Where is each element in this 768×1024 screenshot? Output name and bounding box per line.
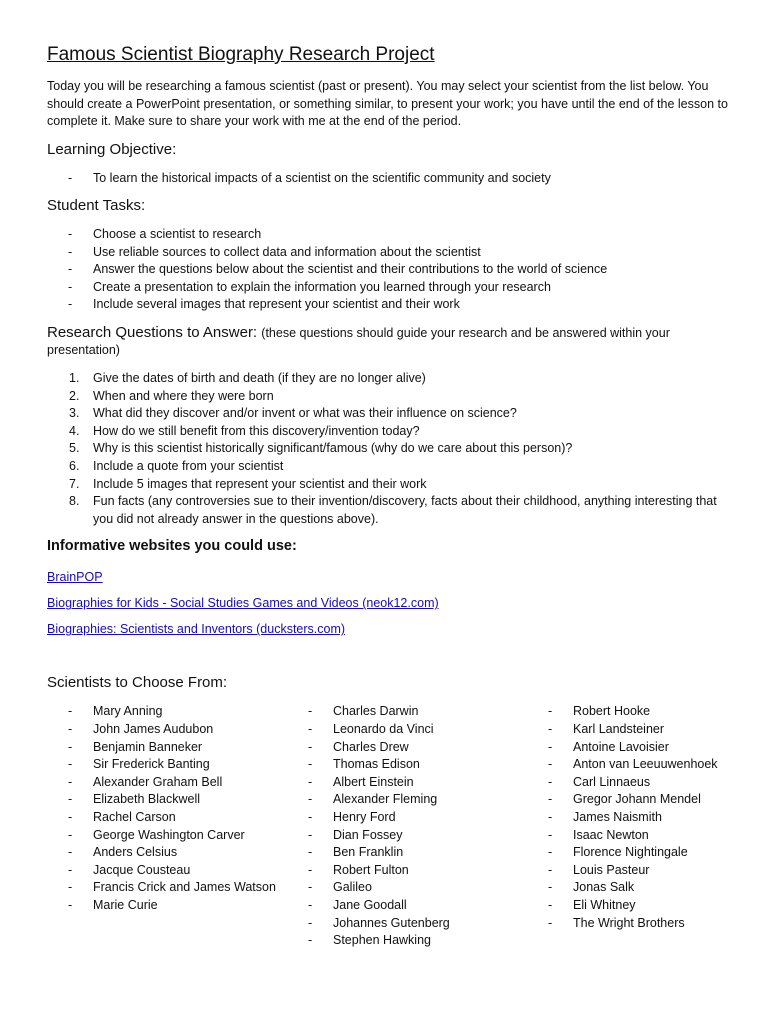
list-item bbox=[287, 915, 527, 933]
list-item bbox=[47, 721, 287, 739]
list-item bbox=[47, 370, 728, 388]
document-title: Famous Scientist Biography Research Project bbox=[47, 44, 435, 65]
list-bullet: - bbox=[308, 915, 313, 930]
list-bullet: - bbox=[68, 897, 73, 912]
list-bullet: - bbox=[308, 827, 313, 842]
list-item bbox=[47, 703, 287, 721]
website-links bbox=[47, 570, 728, 636]
list-bullet: - bbox=[68, 809, 73, 824]
list-item-text: Thomas Edison bbox=[333, 757, 420, 772]
list-item-text: To learn the historical impacts of a scientist on the scientific community and society bbox=[93, 170, 551, 185]
list-item bbox=[287, 879, 527, 897]
list-item bbox=[47, 844, 287, 862]
list-bullet: - bbox=[548, 862, 553, 877]
list-item bbox=[287, 756, 527, 774]
list-item-text: Charles Darwin bbox=[333, 704, 419, 719]
research-questions-title: Research Questions to Answer: bbox=[47, 324, 258, 342]
list-item-text: Benjamin Banneker bbox=[93, 739, 203, 754]
research-questions-note: (these questions should guide your research and be answered within your presentation) bbox=[47, 326, 670, 358]
list-bullet: - bbox=[548, 845, 553, 860]
student-tasks-heading: Student Tasks: bbox=[47, 197, 146, 215]
list-item bbox=[287, 897, 527, 915]
intro-paragraph: Today you will be researching a famous scientist (past or present). You may select your scientist from the list below. You should create a PowerPoint presentation, or something similar, to present your work; you have until the end of the lesson to complete it. Make sure to share your work with me at the end of the period. bbox=[47, 79, 728, 128]
list-item-text: Include a quote from your scientist bbox=[93, 459, 284, 474]
list-item-text: Karl Landsteiner bbox=[573, 722, 665, 736]
list-item-text: Alexander Fleming bbox=[333, 792, 438, 807]
list-item-text: Answer the questions below about the scientist and their contributions to the world of science bbox=[93, 262, 608, 277]
list-bullet: - bbox=[548, 809, 553, 824]
list-item bbox=[287, 721, 527, 739]
list-item-text: Give the dates of birth and death (if they are no longer alive) bbox=[93, 371, 426, 386]
list-item-text: John James Audubon bbox=[93, 722, 214, 736]
list-item bbox=[47, 756, 287, 774]
research-questions-heading bbox=[47, 324, 728, 358]
list-item bbox=[287, 739, 527, 757]
list-bullet: - bbox=[68, 862, 73, 877]
list-item-text: Galileo bbox=[333, 880, 372, 895]
list-item-text: Include several images that represent your scientist and their work bbox=[93, 297, 460, 312]
list-bullet: - bbox=[68, 757, 73, 772]
learning-objective-list bbox=[47, 170, 728, 188]
list-item bbox=[287, 932, 527, 950]
list-item bbox=[527, 703, 727, 721]
list-item-text: How do we still benefit from this discovery/invention today? bbox=[93, 423, 420, 438]
list-item bbox=[47, 476, 728, 494]
list-item-text: The Wright Brothers bbox=[573, 915, 685, 930]
list-item bbox=[527, 827, 727, 845]
list-bullet: - bbox=[68, 244, 73, 259]
list-item bbox=[287, 703, 527, 721]
list-item-text: What did they discover and/or invent or what was their influence on science? bbox=[93, 406, 517, 421]
list-item-text: Robert Fulton bbox=[333, 862, 409, 877]
list-item bbox=[47, 458, 728, 476]
list-number: 3. bbox=[69, 406, 80, 421]
list-item bbox=[47, 296, 728, 314]
list-item-text: Dian Fossey bbox=[333, 827, 403, 842]
list-bullet: - bbox=[68, 170, 73, 185]
list-item bbox=[47, 774, 287, 792]
list-bullet: - bbox=[308, 757, 313, 772]
list-bullet: - bbox=[68, 262, 73, 277]
list-item-text: Henry Ford bbox=[333, 809, 396, 824]
list-item bbox=[527, 915, 727, 933]
list-item bbox=[527, 791, 727, 809]
list-bullet: - bbox=[308, 722, 313, 736]
list-bullet: - bbox=[308, 862, 313, 877]
list-item bbox=[47, 809, 287, 827]
list-item bbox=[527, 862, 727, 880]
list-item-text: Fun facts (any controversies sue to their invention/discovery, facts about their childhood, anything interesting that you did not already answer in the questions above). bbox=[93, 494, 717, 526]
list-number: 2. bbox=[69, 388, 80, 403]
list-item bbox=[47, 261, 728, 279]
list-item-text: Stephen Hawking bbox=[333, 933, 431, 948]
list-item bbox=[47, 170, 728, 188]
list-item-text: Create a presentation to explain the information you learned through your research bbox=[93, 279, 551, 294]
website-link[interactable]: BrainPOP bbox=[47, 570, 103, 585]
list-item bbox=[47, 405, 728, 423]
list-item-text: Carl Linnaeus bbox=[573, 774, 651, 789]
list-item bbox=[287, 809, 527, 827]
list-item bbox=[527, 897, 727, 915]
list-item bbox=[287, 844, 527, 862]
list-item bbox=[287, 791, 527, 809]
list-item-text: Jacque Cousteau bbox=[93, 862, 191, 877]
scientists-column-1 bbox=[47, 703, 287, 949]
list-item-text: Leonardo da Vinci bbox=[333, 722, 434, 736]
list-item-text: Elizabeth Blackwell bbox=[93, 792, 200, 807]
list-bullet: - bbox=[68, 827, 73, 842]
list-item-text: Mary Anning bbox=[93, 704, 163, 719]
list-bullet: - bbox=[68, 792, 73, 807]
list-item-text: Antoine Lavoisier bbox=[573, 739, 669, 754]
list-bullet: - bbox=[548, 722, 553, 736]
list-item-text: Francis Crick and James Watson bbox=[93, 880, 276, 895]
list-bullet: - bbox=[308, 809, 313, 824]
list-bullet: - bbox=[548, 757, 553, 772]
list-item bbox=[47, 226, 728, 244]
list-bullet: - bbox=[308, 897, 313, 912]
list-item-text: Albert Einstein bbox=[333, 774, 414, 789]
list-bullet: - bbox=[548, 897, 553, 912]
list-bullet: - bbox=[68, 279, 73, 294]
list-item-text: Jonas Salk bbox=[573, 880, 635, 895]
list-item bbox=[47, 739, 287, 757]
list-bullet: - bbox=[308, 704, 313, 719]
scientists-column-2 bbox=[287, 703, 527, 949]
list-item-text: Eli Whitney bbox=[573, 897, 636, 912]
list-item bbox=[527, 756, 727, 774]
list-bullet: - bbox=[68, 845, 73, 860]
list-bullet: - bbox=[68, 297, 73, 312]
student-tasks-list bbox=[47, 226, 728, 314]
scientists-column-3 bbox=[527, 703, 727, 949]
list-bullet: - bbox=[68, 704, 73, 719]
list-item bbox=[527, 844, 727, 862]
list-item-text: James Naismith bbox=[573, 809, 662, 824]
list-item-text: Marie Curie bbox=[93, 897, 158, 912]
list-bullet: - bbox=[548, 704, 553, 719]
list-number: 1. bbox=[69, 371, 80, 386]
list-bullet: - bbox=[308, 933, 313, 948]
list-bullet: - bbox=[548, 915, 553, 930]
list-bullet: - bbox=[68, 227, 73, 242]
list-item bbox=[47, 827, 287, 845]
list-item-text: Johannes Gutenberg bbox=[333, 915, 450, 930]
list-bullet: - bbox=[308, 774, 313, 789]
list-item-text: Alexander Graham Bell bbox=[93, 774, 223, 789]
list-item bbox=[47, 279, 728, 297]
list-bullet: - bbox=[548, 827, 553, 842]
list-number: 5. bbox=[69, 441, 80, 456]
list-item-text: Robert Hooke bbox=[573, 704, 651, 719]
list-item-text: Sir Frederick Banting bbox=[93, 757, 210, 772]
list-item bbox=[527, 774, 727, 792]
list-item bbox=[47, 791, 287, 809]
learning-objective-heading: Learning Objective: bbox=[47, 140, 177, 158]
list-item bbox=[527, 721, 727, 739]
list-item bbox=[47, 423, 728, 441]
list-item bbox=[47, 897, 287, 915]
list-item-text: Jane Goodall bbox=[333, 897, 407, 912]
list-item-text: Choose a scientist to research bbox=[93, 227, 262, 242]
list-bullet: - bbox=[548, 774, 553, 789]
list-item-text: Florence Nightingale bbox=[573, 845, 688, 860]
list-item-text: Anton van Leeuuwenhoek bbox=[573, 757, 718, 772]
list-item bbox=[287, 774, 527, 792]
list-number: 4. bbox=[69, 423, 80, 438]
list-item-text: Gregor Johann Mendel bbox=[573, 792, 701, 807]
list-item bbox=[527, 879, 727, 897]
list-bullet: - bbox=[68, 739, 73, 754]
list-item bbox=[47, 879, 287, 897]
list-bullet: - bbox=[308, 845, 313, 860]
list-item-text: George Washington Carver bbox=[93, 827, 245, 842]
list-bullet: - bbox=[548, 739, 553, 754]
list-bullet: - bbox=[308, 739, 313, 754]
list-number: 6. bbox=[69, 459, 80, 474]
list-item-text: Use reliable sources to collect data and information about the scientist bbox=[93, 244, 481, 259]
list-bullet: - bbox=[548, 880, 553, 895]
website-link[interactable]: Biographies for Kids - Social Studies Games and Videos (neok12.com) bbox=[47, 596, 439, 611]
list-bullet: - bbox=[548, 792, 553, 807]
list-item bbox=[47, 440, 728, 458]
list-item-text: Rachel Carson bbox=[93, 809, 176, 824]
list-item-text: Louis Pasteur bbox=[573, 862, 650, 877]
list-item-text: Charles Drew bbox=[333, 739, 409, 754]
website-link[interactable]: Biographies: Scientists and Inventors (ducksters.com) bbox=[47, 622, 346, 637]
list-item-text: When and where they were born bbox=[93, 388, 274, 403]
research-questions-list bbox=[47, 370, 728, 528]
list-item-text: Include 5 images that represent your scientist and their work bbox=[93, 476, 427, 491]
list-number: 8. bbox=[69, 494, 80, 509]
list-bullet: - bbox=[68, 722, 73, 736]
list-item bbox=[527, 739, 727, 757]
list-item bbox=[47, 493, 728, 528]
list-bullet: - bbox=[68, 774, 73, 789]
list-item-text: Why is this scientist historically significant/famous (why do we care about this person)? bbox=[93, 441, 573, 456]
list-bullet: - bbox=[308, 792, 313, 807]
websites-heading: Informative websites you could use: bbox=[47, 538, 297, 555]
list-item bbox=[527, 809, 727, 827]
list-bullet: - bbox=[308, 880, 313, 895]
list-item bbox=[47, 862, 287, 880]
list-item bbox=[287, 862, 527, 880]
list-number: 7. bbox=[69, 476, 80, 491]
list-item-text: Isaac Newton bbox=[573, 827, 649, 842]
list-item-text: Anders Celsius bbox=[93, 845, 178, 860]
list-item bbox=[47, 244, 728, 262]
list-bullet: - bbox=[68, 880, 73, 895]
list-item-text: Ben Franklin bbox=[333, 845, 404, 860]
list-item bbox=[287, 827, 527, 845]
scientists-columns bbox=[47, 703, 728, 949]
list-item bbox=[47, 388, 728, 406]
scientists-heading: Scientists to Choose From: bbox=[47, 674, 228, 692]
